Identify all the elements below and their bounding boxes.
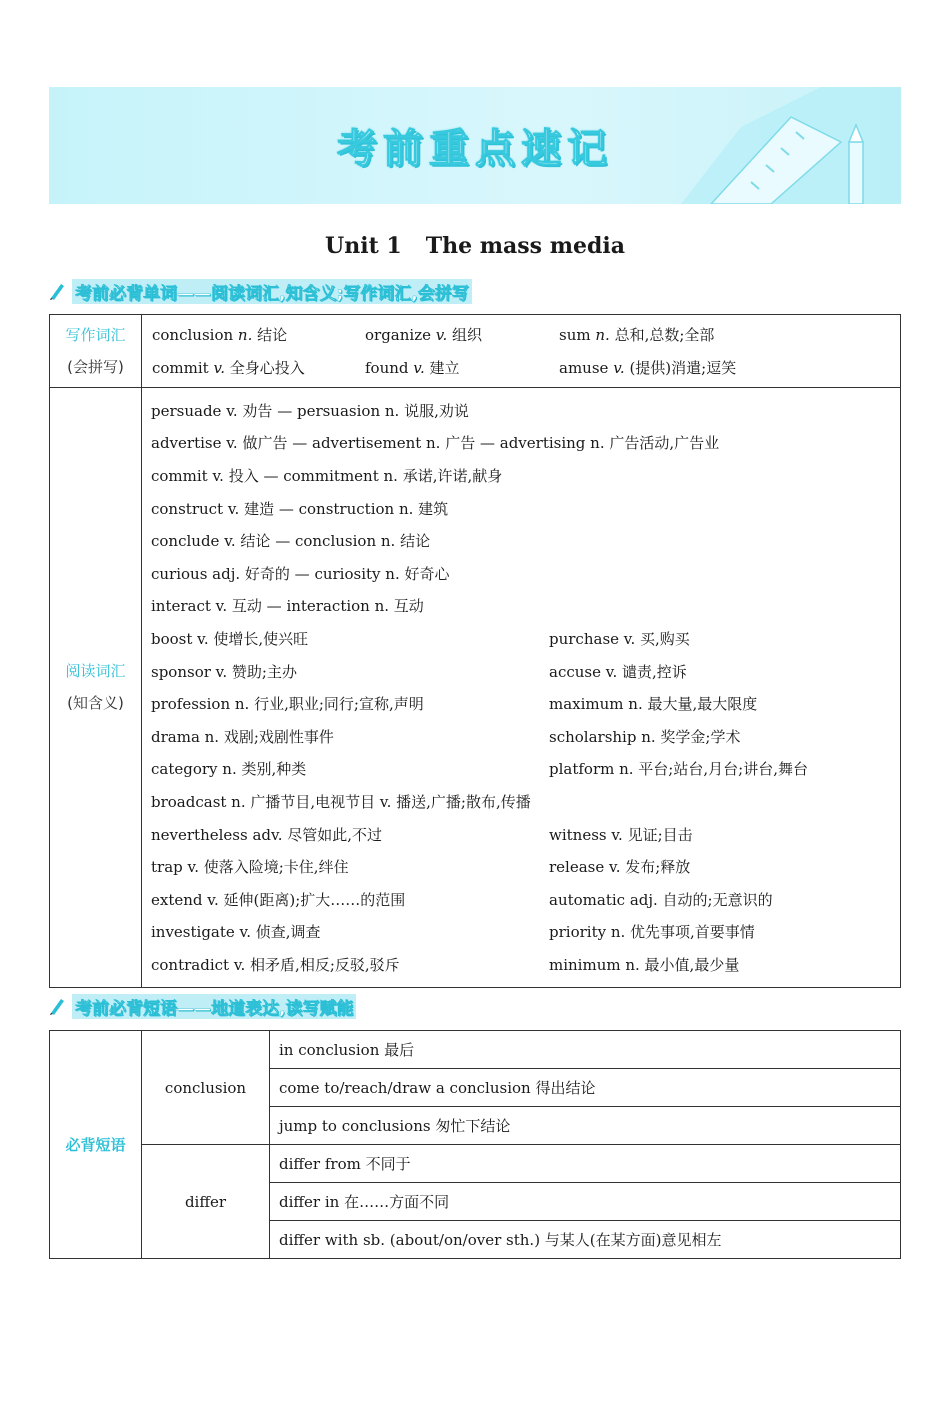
word-entry: conclusion n. 结论 bbox=[152, 326, 288, 345]
word-entry: witness v. 见证;目击 bbox=[549, 825, 693, 844]
word-entry: found v. 建立 bbox=[365, 358, 460, 377]
word-entry: sponsor v. 赞助;主办 bbox=[151, 662, 297, 681]
word-entry: drama n. 戏剧;戏剧性事件 bbox=[151, 727, 334, 746]
word-pair-line bbox=[142, 753, 900, 786]
word-entry: sum n. 总和,总数;全部 bbox=[559, 326, 715, 345]
word-family-line: curious adj. 好奇的 — curiosity n. 好奇心 bbox=[151, 564, 450, 583]
word-entry: purchase v. 买,购买 bbox=[549, 629, 690, 648]
unit-name: The mass media bbox=[425, 233, 625, 259]
word-entry: broadcast n. 广播节目,电视节目 v. 播送,广播;散布,传播 bbox=[151, 792, 531, 811]
unit-title bbox=[0, 233, 950, 259]
section-vocabulary-heading bbox=[50, 280, 472, 302]
pencil-icon bbox=[50, 997, 66, 1015]
writing-line bbox=[143, 351, 899, 384]
word-entry: contradict v. 相矛盾,相反;反驳,驳斥 bbox=[151, 955, 400, 974]
word-entry: nevertheless adv. 尽管如此,不过 bbox=[151, 825, 383, 844]
word-entry: amuse v. (提供)消遣;逗笑 bbox=[559, 358, 737, 377]
phrase-item: differ with sb. (about/on/over sth.) 与某人(在某方面)意见相左 bbox=[270, 1221, 901, 1259]
word-family-line: advertise v. 做广告 — advertisement n. 广告 — advertising n. 广告活动,广告业 bbox=[151, 434, 720, 453]
word-entry: commit v. 全身心投入 bbox=[152, 358, 305, 377]
word-entry: extend v. 延伸(距离);扩大……的范围 bbox=[151, 890, 406, 909]
phrase-head-word: conclusion bbox=[142, 1031, 270, 1145]
word-pair-line bbox=[142, 850, 900, 883]
word-entry: maximum n. 最大量,最大限度 bbox=[549, 695, 758, 714]
word-pair-line bbox=[142, 687, 900, 720]
reading-label-sub: (知含义) bbox=[67, 694, 124, 713]
word-entry: platform n. 平台;站台,月台;讲台,舞台 bbox=[549, 760, 808, 779]
header-banner bbox=[49, 87, 901, 204]
word-entry: scholarship n. 奖学金;学术 bbox=[549, 727, 741, 746]
phrases-table bbox=[49, 1030, 901, 1259]
word-family-line: construct v. 建造 — construction n. 建筑 bbox=[151, 499, 449, 518]
phrase-row bbox=[50, 1145, 901, 1183]
word-family-line: conclude v. 结论 — conclusion n. 结论 bbox=[151, 532, 431, 551]
pencil-icon bbox=[50, 282, 66, 300]
word-pair-line bbox=[142, 655, 900, 688]
writing-vocab-label bbox=[50, 315, 142, 388]
word-pair-line bbox=[142, 622, 900, 655]
section-vocabulary-title: 考前必背单词——阅读词汇,知含义;写作词汇,会拼写 bbox=[72, 279, 472, 304]
word-entry: category n. 类别,种类 bbox=[151, 760, 307, 779]
word-pair-line bbox=[142, 916, 900, 949]
writing-vocab-cell bbox=[142, 315, 901, 388]
writing-vocab-row bbox=[50, 315, 901, 388]
phrase-item: jump to conclusions 匆忙下结论 bbox=[270, 1107, 901, 1145]
phrase-row bbox=[50, 1031, 901, 1069]
word-entry: priority n. 优先事项,首要事情 bbox=[549, 923, 755, 942]
word-entry: boost v. 使增长,使兴旺 bbox=[151, 629, 309, 648]
unit-label: Unit 1 bbox=[325, 233, 402, 259]
word-pair-line bbox=[142, 948, 900, 981]
word-family-line: interact v. 互动 — interaction n. 互动 bbox=[151, 597, 424, 616]
phrase-item: come to/reach/draw a conclusion 得出结论 bbox=[270, 1069, 901, 1107]
word-pair-line bbox=[142, 818, 900, 851]
word-entry: accuse v. 谴责,控诉 bbox=[549, 662, 687, 681]
phrase-head-word: differ bbox=[142, 1145, 270, 1259]
reading-label-main: 阅读词汇 bbox=[65, 662, 126, 681]
word-entry: organize v. 组织 bbox=[365, 326, 483, 345]
reading-vocab-label bbox=[50, 388, 142, 988]
ruler-pencil-icon bbox=[681, 87, 901, 204]
word-entry: profession n. 行业,职业;同行;宣称,声明 bbox=[151, 695, 424, 714]
word-entry: release v. 发布;释放 bbox=[549, 858, 691, 877]
phrase-item: differ from 不同于 bbox=[270, 1145, 901, 1183]
word-entry: trap v. 使落入险境;卡住,绊住 bbox=[151, 858, 349, 877]
vocabulary-table bbox=[49, 314, 901, 988]
section-phrases-title: 考前必背短语——地道表达,读写赋能 bbox=[72, 994, 356, 1019]
section-phrases-heading bbox=[50, 995, 356, 1017]
phrases-label: 必背短语 bbox=[50, 1031, 142, 1259]
reading-vocab-row bbox=[50, 388, 901, 988]
banner-title: 考前重点速记 bbox=[337, 126, 613, 172]
reading-vocab-cell bbox=[142, 388, 901, 988]
phrase-item: in conclusion 最后 bbox=[270, 1031, 901, 1069]
word-entry: investigate v. 侦查,调查 bbox=[151, 923, 321, 942]
word-pair-line bbox=[142, 883, 900, 916]
word-family-line: commit v. 投入 — commitment n. 承诺,许诺,献身 bbox=[151, 466, 503, 485]
word-entry: minimum n. 最小值,最少量 bbox=[549, 955, 740, 974]
word-family-line: persuade v. 劝告 — persuasion n. 说服,劝说 bbox=[151, 401, 469, 420]
writing-label-sub: (会拼写) bbox=[67, 358, 124, 376]
writing-label-main: 写作词汇 bbox=[65, 326, 126, 344]
word-pair-line bbox=[142, 785, 900, 818]
phrase-item: differ in 在……方面不同 bbox=[270, 1183, 901, 1221]
word-entry: automatic adj. 自动的;无意识的 bbox=[549, 890, 773, 909]
writing-line bbox=[143, 318, 899, 351]
word-pair-line bbox=[142, 720, 900, 753]
